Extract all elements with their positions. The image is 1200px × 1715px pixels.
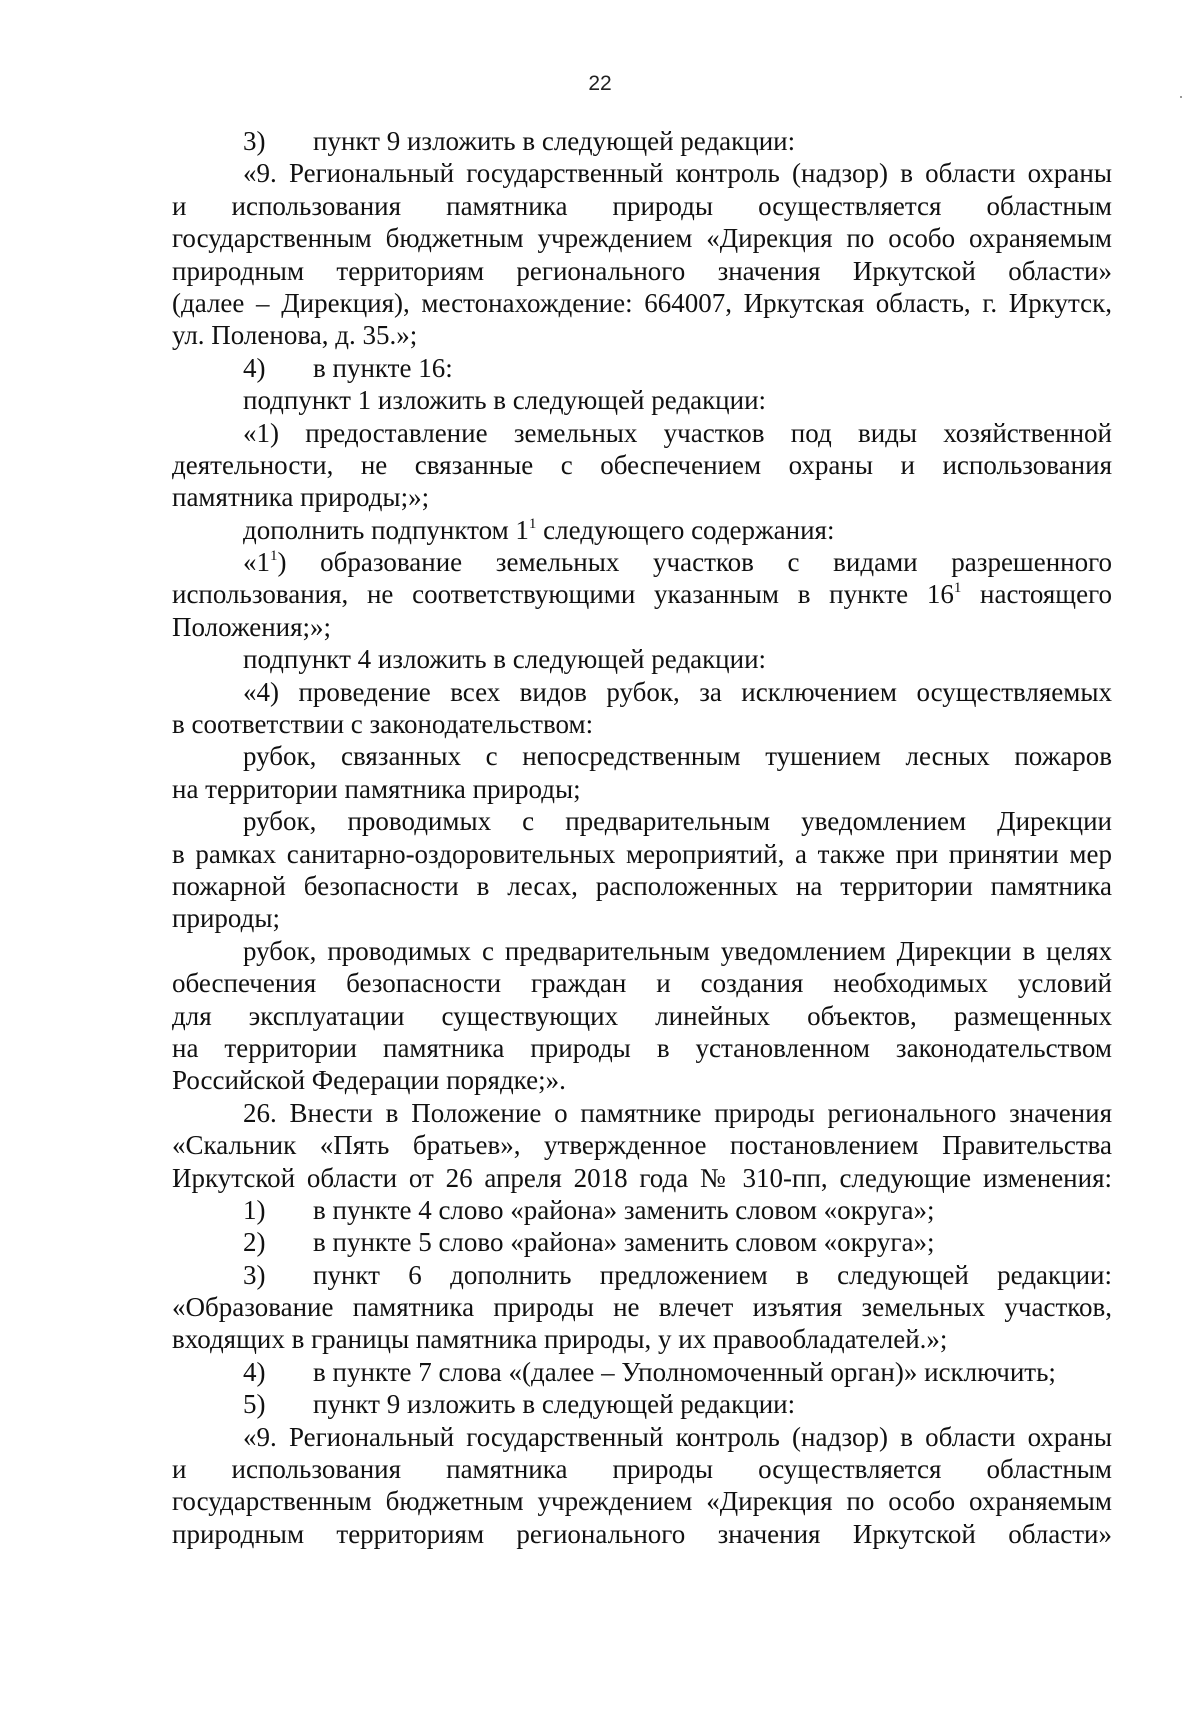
superscript: 1	[528, 515, 537, 532]
item-number: 5)	[243, 1389, 266, 1420]
item-text: пункт 6 дополнить предложением в следующей редакции:	[313, 1259, 1112, 1290]
paragraph-line: деятельности, не связанные с обеспечением охраны и использования	[172, 449, 1112, 480]
paragraph-line: подпункт 4 изложить в следующей редакции:	[243, 644, 767, 675]
text-run: настоящего	[961, 579, 1112, 610]
page-number: 22	[588, 72, 612, 95]
paragraph-line: в соответствии с законодательством:	[172, 709, 594, 740]
list-item	[172, 1226, 1112, 1258]
list-item	[172, 1259, 1112, 1291]
paragraph-line: государственным бюджетным учреждением «Дирекция по особо охраняемым	[172, 1486, 1112, 1517]
paragraph-line: и использования памятника природы осуществляется областным	[172, 190, 1112, 221]
paragraph-line: памятника природы;»;	[172, 482, 430, 513]
paragraph-line: (далее – Дирекция), местонахождение: 664007, Иркутская область, г. Иркутск,	[172, 287, 1112, 318]
paragraph-line: для эксплуатации существующих линейных объектов, размещенных	[172, 1000, 1112, 1031]
paragraph-line: Российской Федерации порядке;».	[172, 1065, 566, 1096]
text-run: ) образование земельных участков с видами разрешенного	[277, 547, 1112, 578]
text-run: дополнить подпунктом 1	[243, 514, 529, 545]
item-text: пункт 9 изложить в следующей редакции:	[313, 126, 796, 156]
paragraph-line: обеспечения безопасности граждан и создания необходимых условий	[172, 968, 1112, 999]
paragraph-line	[172, 514, 1112, 546]
item-number: 4)	[243, 1356, 266, 1387]
paragraph-line: ул. Поленова, д. 35.»;	[172, 320, 418, 351]
scan-speck	[1180, 96, 1182, 98]
document-body	[172, 125, 1112, 1550]
paragraph-line	[172, 578, 1112, 610]
paragraph-line: «4) проведение всех видов рубок, за исключением осуществляемых	[243, 676, 1112, 707]
list-item	[172, 125, 1112, 157]
paragraph-line: «1) предоставление земельных участков под виды хозяйственной	[243, 417, 1112, 448]
paragraph-line: «9. Региональный государственный контроль (надзор) в области охраны	[243, 158, 1112, 189]
item-text: в пункте 7 слова «(далее – Уполномоченный орган)» исключить;	[313, 1356, 1056, 1387]
text-run: «1	[243, 547, 270, 578]
paragraph-line: Иркутской области от 26 апреля 2018 года № 310-пп, следующие изменения:	[172, 1162, 1112, 1193]
superscript: 1	[270, 548, 278, 565]
item-text: пункт 9 изложить в следующей редакции:	[313, 1389, 796, 1420]
list-item	[172, 1194, 1112, 1226]
paragraph-line: в рамках санитарно-оздоровительных мероприятий, а также при принятии мер	[172, 838, 1112, 869]
paragraph-line: подпункт 1 изложить в следующей редакции:	[243, 385, 767, 416]
paragraph-line: природным территориям регионального значения Иркутской области»	[172, 255, 1112, 286]
paragraph-line: и использования памятника природы осуществляется областным	[172, 1454, 1112, 1485]
item-text: в пункте 4 слово «района» заменить словом «округа»;	[313, 1194, 935, 1225]
paragraph-line	[172, 546, 1112, 578]
paragraph-line: 26. Внести в Положение о памятнике природы регионального значения	[243, 1097, 1112, 1128]
paragraph-line: входящих в границы памятника природы, у их правообладателей.»;	[172, 1324, 948, 1355]
item-number: 3)	[243, 126, 266, 156]
paragraph-line: природы;	[172, 903, 280, 934]
paragraph-line: государственным бюджетным учреждением «Дирекция по особо охраняемым	[172, 223, 1112, 254]
superscript: 1	[953, 580, 962, 597]
paragraph-line: природным территориям регионального значения Иркутской области»	[172, 1518, 1112, 1549]
item-number: 4)	[243, 352, 266, 383]
paragraph-line: рубок, проводимых с предварительным уведомлением Дирекции в целях	[243, 935, 1112, 966]
paragraph-line: рубок, связанных с непосредственным тушением лесных пожаров	[243, 741, 1112, 772]
paragraph-line: «9. Региональный государственный контроль (надзор) в области охраны	[243, 1421, 1112, 1452]
paragraph-line: пожарной безопасности в лесах, расположенных на территории памятника	[172, 870, 1112, 901]
item-text: в пункте 16:	[313, 352, 453, 383]
paragraph-line: на территории памятника природы;	[172, 773, 581, 804]
item-number: 1)	[243, 1194, 266, 1225]
paragraph-line: Положения;»;	[172, 611, 332, 642]
paragraph-line: «Образование памятника природы не влечет изъятия земельных участков,	[172, 1292, 1112, 1323]
paragraph-line: «Скальник «Пять братьев», утвержденное постановлением Правительства	[172, 1130, 1112, 1161]
paragraph-line: рубок, проводимых с предварительным уведомлением Дирекции	[243, 806, 1112, 837]
list-item	[172, 1388, 1112, 1420]
item-number: 2)	[243, 1227, 266, 1258]
item-text: в пункте 5 слово «района» заменить словом «округа»;	[313, 1227, 935, 1258]
item-number: 3)	[243, 1259, 266, 1290]
text-run: использования, не соответствующими указанным в пункте 16	[172, 579, 954, 610]
list-item	[172, 352, 1112, 384]
list-item	[172, 1356, 1112, 1388]
text-run: следующего содержания:	[536, 514, 835, 545]
paragraph-line: на территории памятника природы в установленном законодательством	[172, 1032, 1112, 1063]
